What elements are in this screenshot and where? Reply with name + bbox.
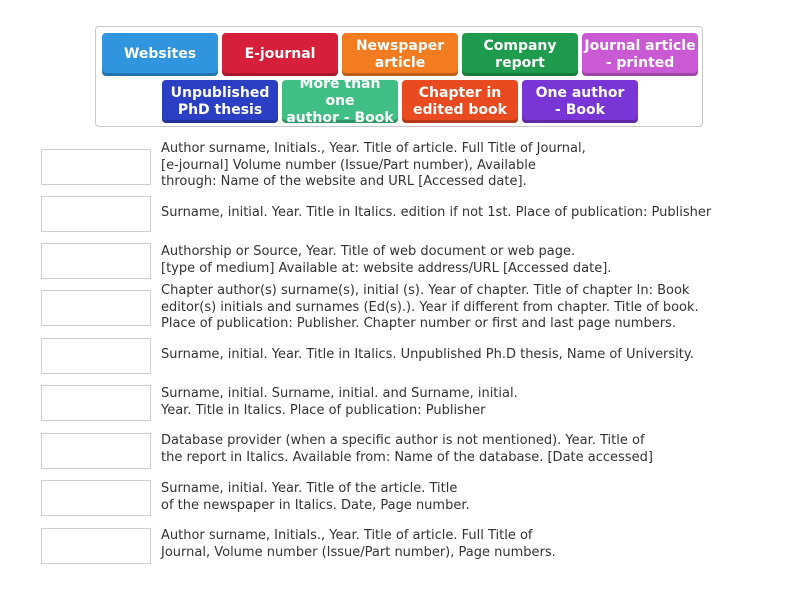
tile-company-report[interactable]: Company report: [462, 33, 578, 76]
tile-one-author-book[interactable]: One author - Book: [522, 80, 638, 123]
tile-e-journal[interactable]: E-journal: [222, 33, 338, 76]
reference-text-9: Author surname, Initials., Year. Title of article. Full Title of Journal, Volume number (Issue/Part number), Page numbers.: [161, 528, 556, 560]
answer-tile-bank: [95, 26, 703, 127]
reference-text-6: Surname, initial. Surname, initial. and Surname, initial. Year. Title in Italics. Place of publication: Publisher: [161, 386, 518, 418]
tile-newspaper-article[interactable]: Newspaper article: [342, 33, 458, 76]
tile-unpublished-phd-thesis[interactable]: Unpublished PhD thesis: [162, 80, 278, 123]
reference-text-5: Surname, initial. Year. Title in Italics. Unpublished Ph.D thesis, Name of University.: [161, 347, 694, 362]
drop-box-9[interactable]: [41, 528, 151, 564]
reference-text-2: Surname, initial. Year. Title in Italics. edition if not 1st. Place of publication: Publisher: [161, 205, 712, 220]
reference-text-1: Author surname, Initials., Year. Title of article. Full Title of Journal, [e-journal] Volume number (Issue/Part number), Available through: Name of the website and URL [Accessed date].: [161, 141, 586, 189]
reference-text-7: Database provider (when a specific author is not mentioned). Year. Title of the report in Italics. Available from: Name of the database. [Date accessed]: [161, 433, 653, 465]
tile-journal-article-printed[interactable]: Journal article - printed: [582, 33, 698, 76]
reference-text-8: Surname, initial. Year. Title of the article. Title of the newspaper in Italics. Date, Page number.: [161, 481, 470, 513]
reference-text-4: Chapter author(s) surname(s), initial (s). Year of chapter. Title of chapter In: Book editor(s) initials and surnames (Ed(s).). Year if different from chapter. Title of book. Place of publication: Publisher. Chapter number or first and last page numbers.: [161, 283, 699, 331]
drop-box-4[interactable]: [41, 290, 151, 326]
drop-box-7[interactable]: [41, 433, 151, 469]
drop-box-3[interactable]: [41, 243, 151, 279]
tile-chapter-in-edited-book[interactable]: Chapter in edited book: [402, 80, 518, 123]
drop-box-2[interactable]: [41, 196, 151, 232]
tile-websites[interactable]: Websites: [102, 33, 218, 76]
tile-more-than-one-author-book[interactable]: More than one author - Book: [282, 80, 398, 123]
reference-text-3: Authorship or Source, Year. Title of web document or web page. [type of medium] Available at: website address/URL [Accessed date].: [161, 244, 612, 276]
drop-box-5[interactable]: [41, 338, 151, 374]
drop-box-6[interactable]: [41, 385, 151, 421]
drop-box-1[interactable]: [41, 149, 151, 185]
drop-box-8[interactable]: [41, 480, 151, 516]
